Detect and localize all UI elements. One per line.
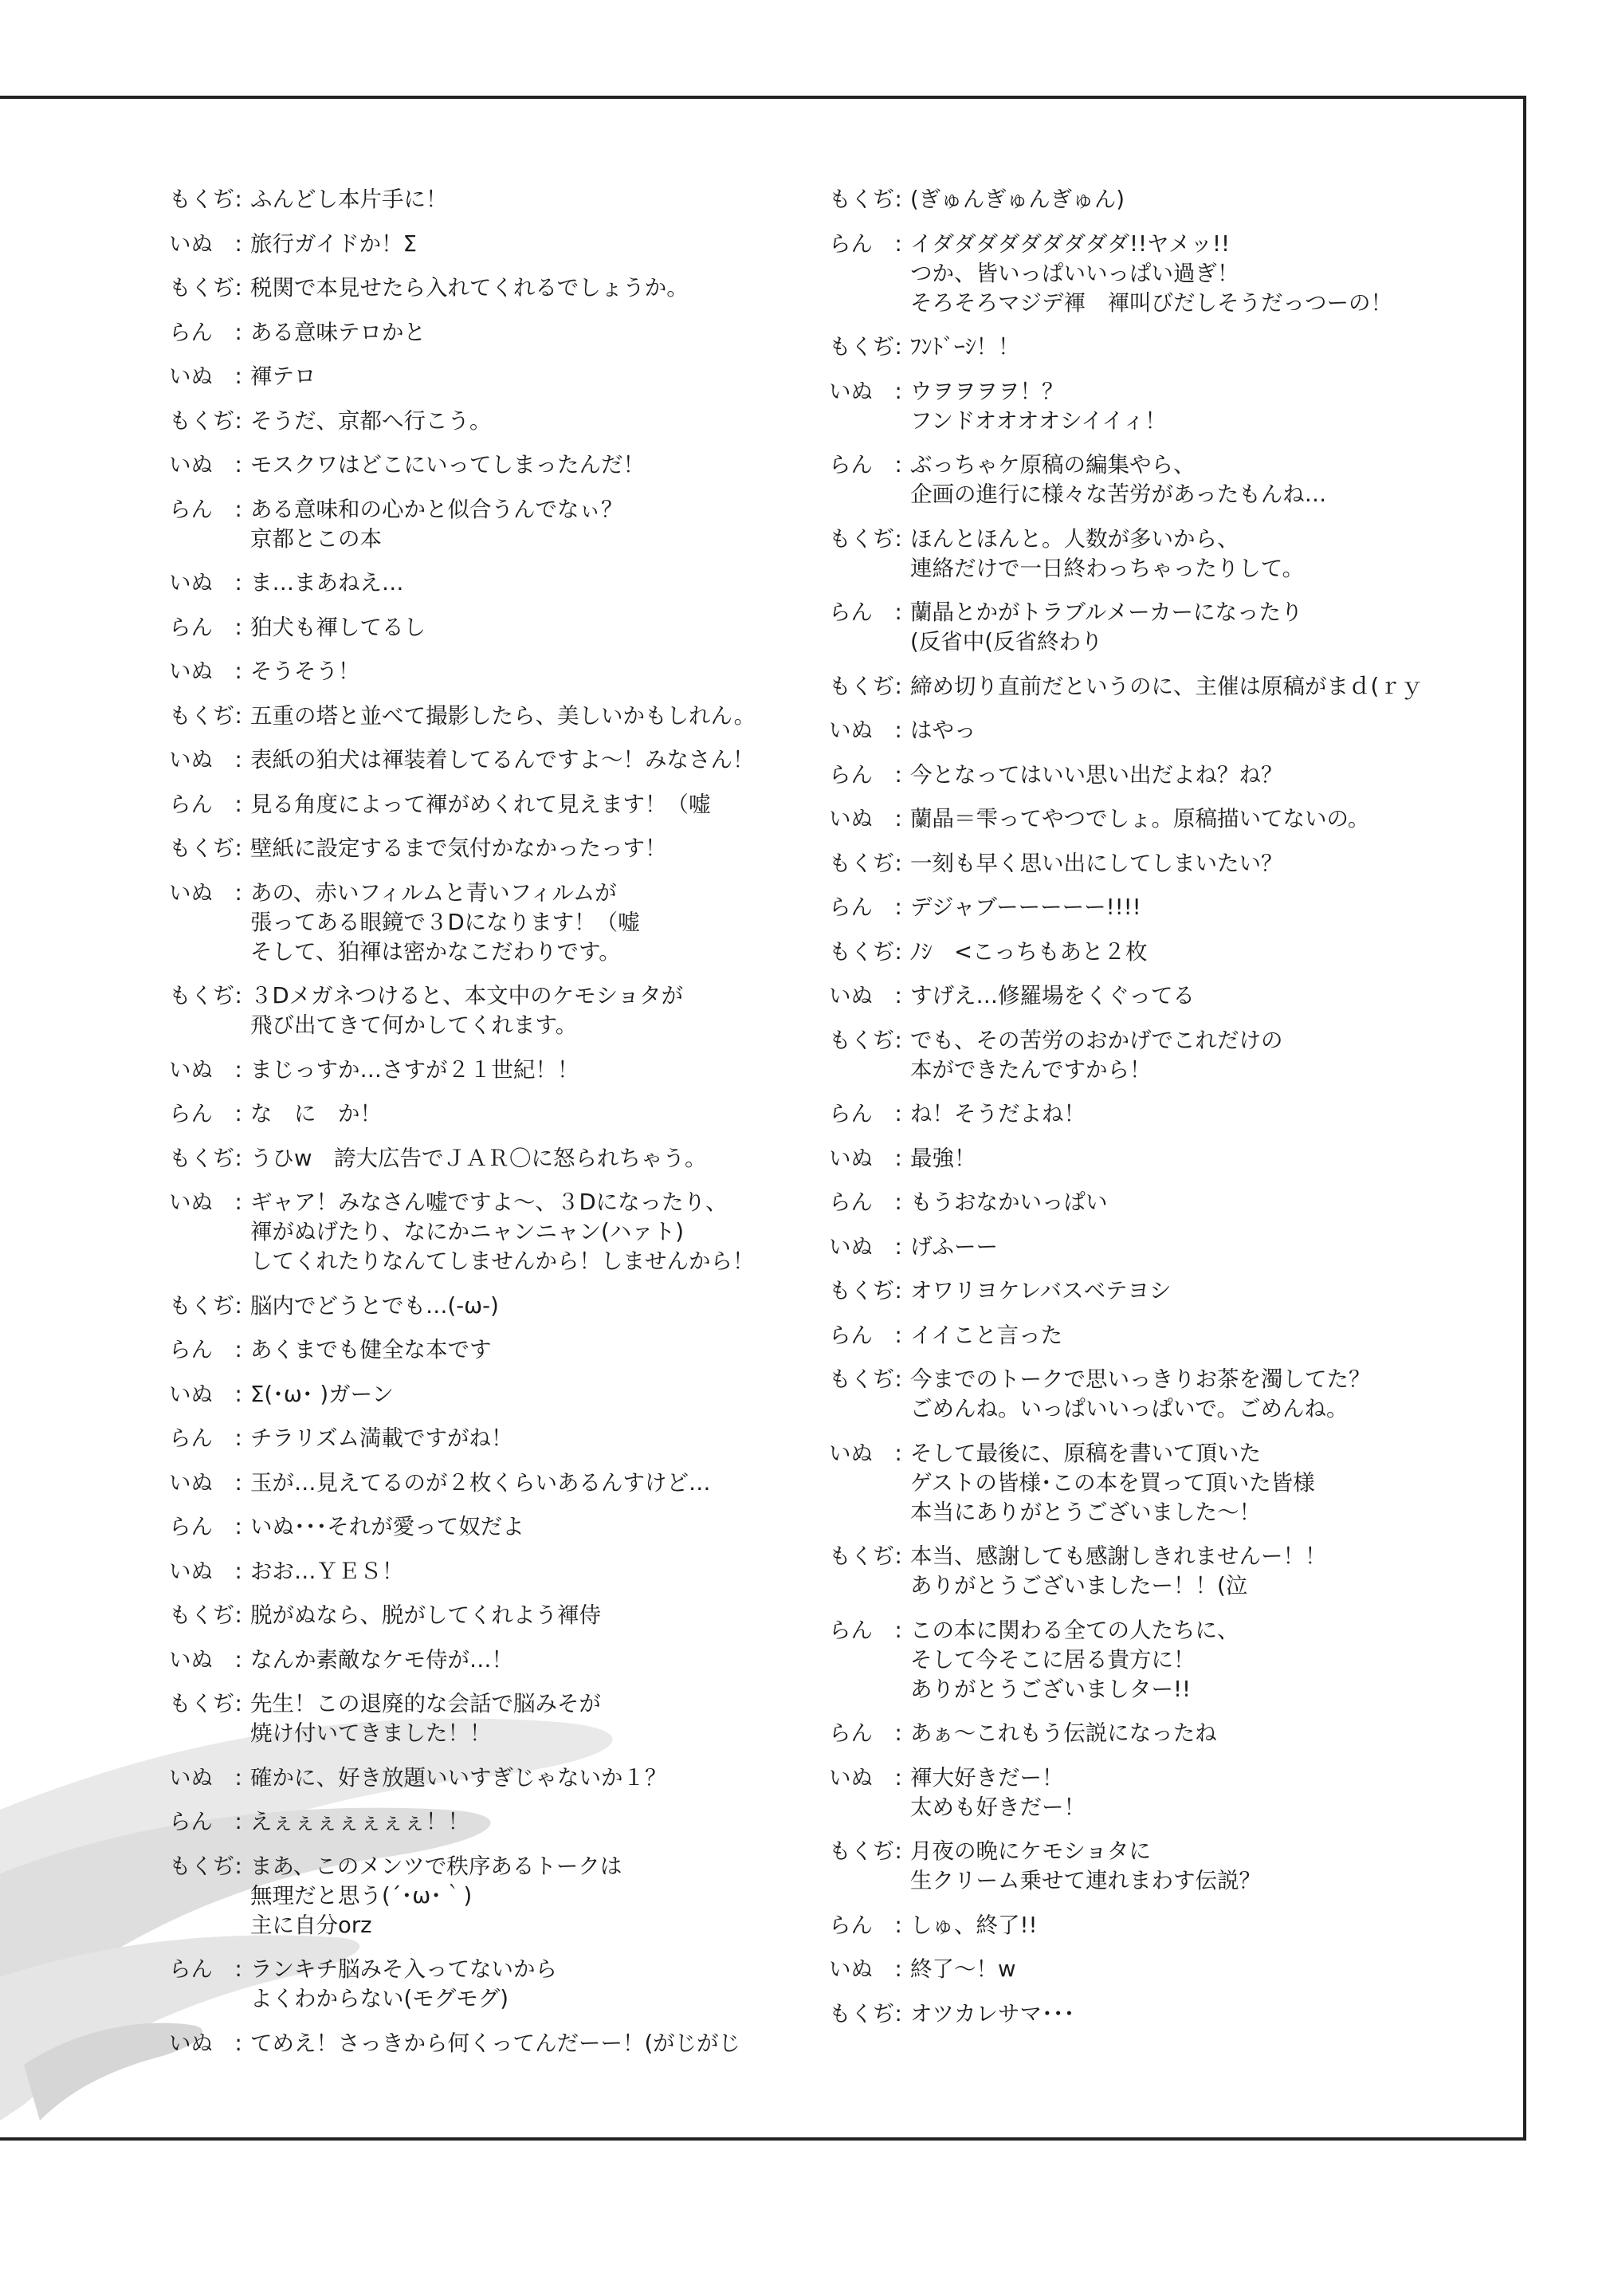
dialogue-line [169, 657, 831, 686]
speaker-name: もくぢ: [169, 187, 242, 212]
dialogue-line [169, 702, 831, 731]
dialogue-text: 終了～！w [910, 1956, 1016, 1982]
dialogue-line [829, 1144, 1490, 1174]
dialogue-text: そうそう！ [250, 659, 360, 684]
dialogue-line [169, 1335, 831, 1365]
speaker-name: もくぢ: [829, 1366, 902, 1392]
dialogue-line [829, 1955, 1490, 1984]
dialogue-line [169, 1188, 831, 1276]
speaker-name: らん : [169, 1101, 242, 1126]
speaker-name: もくぢ: [169, 1853, 242, 1879]
dialogue-text: あの、赤いフィルムと青いフィルムが 張ってある眼鏡で３Dになります！（嘘 そして、狛褌は密かなこだわりです。 [250, 879, 640, 965]
dialogue-text: 五重の塔と並べて撮影したら、美しいかもしれん。 [250, 702, 756, 729]
dialogue-line [169, 981, 831, 1040]
speaker-name: もくぢ: [169, 407, 242, 434]
speaker-name: もくぢ: [169, 702, 242, 729]
dialogue-text: (ぎゅんぎゅんぎゅん) [910, 187, 1125, 212]
dialogue-text: まじっすか…さすが２１世紀！！ [250, 1056, 579, 1083]
speaker-name: もくぢ: [169, 275, 242, 301]
dialogue-line [829, 332, 1490, 362]
dialogue-text: デジャブーーーーー!!!! [910, 894, 1141, 920]
dialogue-line [829, 1276, 1490, 1306]
dialogue-line [169, 613, 831, 643]
dialogue-line [829, 1616, 1490, 1704]
dialogue-line [829, 1763, 1490, 1822]
speaker-name: もくぢ: [829, 850, 902, 876]
dialogue-line [829, 1439, 1490, 1527]
dialogue-text: 税関で本見せたら入れてくれるでしょうか。 [250, 275, 689, 301]
dialogue-text: ま…まあねえ… [250, 570, 404, 596]
dialogue-line [169, 362, 831, 391]
dialogue-line [169, 1852, 831, 1940]
dialogue-line [829, 230, 1490, 318]
dialogue-text: ある意味テロかと [250, 319, 426, 345]
dialogue-line [169, 1099, 831, 1129]
speaker-name: もくぢ: [829, 1027, 902, 1053]
dialogue-line [829, 893, 1490, 922]
speaker-name: いぬ : [169, 1189, 242, 1215]
dialogue-line [169, 834, 831, 863]
dialogue-line [169, 568, 831, 598]
dialogue-line [829, 1999, 1490, 2029]
dialogue-text: チラリズム満載ですがね！ [250, 1425, 513, 1451]
dialogue-line [829, 1233, 1490, 1262]
left-dialogue-column [169, 185, 831, 2073]
dialogue-line [829, 1542, 1490, 1601]
dialogue-line [169, 1955, 831, 2014]
dialogue-text: ぶっちゃケ原稿の編集やら、 企画の進行に様々な苦労があったもんね… [910, 452, 1327, 507]
dialogue-text: そして最後に、原稿を書いて頂いた ゲストの皆様･この本を買って頂いた皆様 本当にありがとうございました～！ [910, 1440, 1315, 1525]
speaker-name: らん : [169, 1956, 242, 1982]
speaker-name: もくぢ: [169, 1145, 242, 1171]
speaker-name: いぬ : [169, 1381, 242, 1407]
dialogue-line [169, 407, 831, 436]
dialogue-line [829, 450, 1490, 509]
speaker-name: いぬ : [829, 1764, 902, 1791]
dialogue-line [169, 1601, 831, 1630]
dialogue-text: すげえ…修羅場をくぐってる [910, 983, 1195, 1008]
speaker-name: いぬ : [829, 806, 902, 832]
speaker-name: いぬ : [169, 747, 242, 773]
speaker-name: いぬ : [169, 1469, 242, 1496]
speaker-name: らん : [829, 230, 902, 257]
speaker-name: もくぢ: [169, 835, 242, 861]
dialogue-line [169, 1056, 831, 1085]
dialogue-text: 見る角度によって褌がめくれて見えます！（嘘 [250, 791, 711, 817]
speaker-name: いぬ : [829, 983, 902, 1008]
dialogue-text: 先生！この退廃的な会話で脳みそが 焼け付いてきました！！ [250, 1691, 601, 1746]
dialogue-text: 脳内でどうとでも…(-ω-) [250, 1292, 499, 1319]
dialogue-text: 今までのトークで思いっきりお茶を濁してた？ ごめんね。いっぱいいっぱいで。ごめんね。 [910, 1366, 1371, 1421]
dialogue-text: ウヲヲヲヲ！？ フンドオオオオシイイィ！ [910, 378, 1167, 434]
dialogue-text: てめえ！さっきから何くってんだーー！(がじがじ [250, 2030, 741, 2056]
dialogue-text: モスクワはどこにいってしまったんだ！ [250, 452, 645, 478]
dialogue-text: 蘭晶＝雫ってやつでしょ。原稿描いてないの。 [910, 806, 1370, 832]
speaker-name: もくぢ: [829, 673, 902, 699]
dialogue-line [169, 1557, 831, 1586]
speaker-name: いぬ : [169, 659, 242, 684]
dialogue-line [829, 938, 1490, 967]
speaker-name: いぬ : [829, 1145, 902, 1171]
dialogue-text: イイこと言った [910, 1322, 1063, 1348]
dialogue-line [169, 1807, 831, 1837]
dialogue-text: オワリヨケレバスベテヨシ [910, 1278, 1172, 1303]
dialogue-line [829, 716, 1490, 745]
dialogue-text: うひw 誇大広告でＪＡＲ〇に怒られちゃう。 [250, 1145, 707, 1171]
dialogue-text: ３Dメガネつけると、本文中のケモショタが 飛び出てきて何かしてくれます。 [250, 983, 684, 1038]
dialogue-text: はやっ [910, 718, 976, 743]
speaker-name: もくぢ: [829, 938, 902, 965]
speaker-name: もくぢ: [169, 1602, 242, 1628]
dialogue-text: オツカレサマ･･･ [910, 2000, 1075, 2027]
speaker-name: もくぢ: [829, 2000, 902, 2027]
speaker-name: らん : [829, 600, 902, 625]
dialogue-text: 脱がぬなら、脱がしてくれよう褌侍 [250, 1602, 601, 1628]
speaker-name: いぬ : [169, 1056, 242, 1083]
speaker-name: もくぢ: [829, 334, 902, 360]
speaker-name: もくぢ: [829, 525, 902, 552]
dialogue-text: 月夜の晩にケモショタに 生クリーム乗せて連れまわす伝説？ [910, 1838, 1261, 1893]
dialogue-text: もうおなかいっぱい [910, 1189, 1108, 1215]
dialogue-line [829, 1911, 1490, 1940]
dialogue-line [169, 790, 831, 820]
speaker-name: いぬ : [169, 1646, 242, 1673]
speaker-name: らん : [829, 1189, 902, 1215]
speaker-name: もくぢ: [169, 1691, 242, 1716]
dialogue-line [169, 1292, 831, 1321]
speaker-name: らん : [829, 894, 902, 920]
dialogue-text: 今となってはいい思い出だよね？ね？ [910, 761, 1283, 788]
speaker-name: らん : [829, 1912, 902, 1938]
dialogue-text: ある意味和の心かと似合うんでなぃ？ 京都とこの本 [250, 496, 623, 552]
dialogue-text: ふんどし本片手に！ [250, 187, 448, 212]
speaker-name: もくぢ: [169, 983, 242, 1008]
speaker-name: らん : [169, 1425, 242, 1451]
speaker-name: らん : [169, 319, 242, 345]
dialogue-text: 蘭晶とかがトラブルメーカーになったり (反省中(反省終わり [910, 600, 1303, 655]
dialogue-line [829, 849, 1490, 879]
dialogue-line [829, 1099, 1490, 1129]
speaker-name: いぬ : [829, 718, 902, 743]
dialogue-line [169, 230, 831, 259]
speaker-name: らん : [829, 1617, 902, 1643]
speaker-name: らん : [169, 1514, 242, 1539]
speaker-name: いぬ : [169, 364, 242, 389]
dialogue-line [829, 1365, 1490, 1424]
dialogue-line [169, 450, 831, 480]
dialogue-line [169, 1380, 831, 1409]
dialogue-text: えぇぇぇぇぇぇぇ！！ [250, 1809, 469, 1834]
dialogue-text: この本に関わる全ての人たちに、 そして今そこに居る貴方に！ ありがとうございましター!! [910, 1617, 1239, 1702]
dialogue-text: 壁紙に設定するまで気付かなかったっす！ [250, 835, 667, 861]
dialogue-text: ね！そうだよね！ [910, 1101, 1086, 1126]
dialogue-line [169, 1763, 831, 1793]
dialogue-line [829, 598, 1490, 657]
dialogue-line [829, 1026, 1490, 1085]
dialogue-text: 一刻も早く思い出にしてしまいたい？ [910, 850, 1283, 876]
dialogue-text: あくまでも健全な本です [250, 1337, 492, 1362]
dialogue-text: げふーー [910, 1233, 998, 1260]
dialogue-text: 確かに、好き放題いいすぎじゃないか１？ [250, 1764, 667, 1791]
dialogue-line [829, 377, 1490, 436]
dialogue-text: 締め切り直前だというのに、主催は原稿がまｄ(ｒｙ [910, 673, 1423, 699]
speaker-name: いぬ : [169, 452, 242, 478]
dialogue-line [169, 1645, 831, 1675]
dialogue-line [829, 1719, 1490, 1748]
dialogue-text: ﾉｼ <こっちもあと２枚 [910, 938, 1148, 965]
dialogue-line [169, 1689, 831, 1748]
dialogue-text: イダダダダダダダダダ!!ヤメッ!! つか、皆いっぱいいっぱい過ぎ！ そろそろマジデ褌 褌叫びだしそうだっつーの！ [910, 230, 1392, 316]
dialogue-line [169, 879, 831, 967]
dialogue-text: ﾌﾝﾄﾞｰｼ！！ [910, 334, 1020, 360]
dialogue-text: いぬ･･･それが愛って奴だよ [250, 1514, 524, 1539]
dialogue-line [829, 525, 1490, 584]
speaker-name: いぬ : [169, 1764, 242, 1791]
speaker-name: らん : [829, 1101, 902, 1126]
dialogue-line [169, 185, 831, 214]
dialogue-text: なんか素敵なケモ侍が…！ [250, 1646, 513, 1673]
dialogue-text: 褌テロ [250, 364, 316, 389]
dialogue-line [829, 672, 1490, 702]
dialogue-text: 褌大好きだー！ 太めも好きだー！ [910, 1764, 1086, 1820]
dialogue-text: な に か！ [250, 1101, 382, 1126]
speaker-name: もくぢ: [829, 1543, 902, 1569]
dialogue-line [169, 1424, 831, 1453]
dialogue-line [829, 1321, 1490, 1350]
speaker-name: いぬ : [169, 570, 242, 596]
speaker-name: もくぢ: [169, 1292, 242, 1319]
dialogue-line [829, 1837, 1490, 1896]
dialogue-text: ほんとほんと。人数が多いから、 連絡だけで一日終わっちゃったりして。 [910, 525, 1305, 581]
speaker-name: らん : [829, 761, 902, 788]
speaker-name: もくぢ: [829, 1838, 902, 1864]
dialogue-line [829, 804, 1490, 834]
speaker-name: もくぢ: [829, 1278, 902, 1303]
speaker-name: らん : [169, 496, 242, 522]
right-dialogue-column [829, 185, 1490, 2043]
dialogue-line [169, 495, 831, 554]
speaker-name: いぬ : [829, 1956, 902, 1982]
dialogue-text: でも、その苦労のおかげでこれだけの 本ができたんですから！ [910, 1027, 1283, 1083]
dialogue-line [829, 185, 1490, 214]
dialogue-text: 狛犬も褌してるし [250, 614, 426, 640]
dialogue-text: ギャア！みなさん嘘ですよ～、３Dになったり、 褌がぬげたり、なにかニャンニャン(ハァト) してくれたりなんてしませんから！しませんから！ [250, 1189, 755, 1274]
dialogue-text: そうだ、京都へ行こう。 [250, 407, 492, 434]
dialogue-text: まあ、このメンツで秩序あるトークは 無理だと思う(´･ω･｀) 主に自分orz [250, 1853, 622, 1938]
speaker-name: らん : [829, 1720, 902, 1746]
dialogue-line [169, 273, 831, 303]
dialogue-text: 玉が…見えてるのが２枚くらいあるんすけど… [250, 1469, 711, 1496]
dialogue-text: しゅ、終了!! [910, 1912, 1038, 1938]
dialogue-line [169, 1144, 831, 1174]
dialogue-line [829, 761, 1490, 790]
speaker-name: らん : [829, 452, 902, 478]
dialogue-text: ランキチ脳みそ入ってないから よくわからない(モグモグ) [250, 1956, 557, 2011]
dialogue-text: 表紙の狛犬は褌装着してるんですよ～！みなさん！ [250, 747, 755, 773]
dialogue-line [169, 745, 831, 775]
dialogue-text: 最強！ [910, 1145, 976, 1171]
dialogue-line [169, 1468, 831, 1498]
speaker-name: いぬ : [829, 1440, 902, 1466]
speaker-name: いぬ : [169, 2030, 242, 2056]
speaker-name: いぬ : [169, 230, 242, 257]
speaker-name: いぬ : [169, 879, 242, 906]
speaker-name: いぬ : [169, 1558, 242, 1584]
dialogue-line [169, 318, 831, 348]
speaker-name: らん : [169, 1809, 242, 1834]
dialogue-line [829, 981, 1490, 1011]
speaker-name: らん : [169, 614, 242, 640]
dialogue-text: おお…ＹＥＳ！ [250, 1558, 404, 1584]
speaker-name: らん : [169, 791, 242, 817]
dialogue-text: Σ(･ω･ )ガーン [250, 1381, 395, 1407]
dialogue-line [829, 1188, 1490, 1217]
dialogue-line [169, 2029, 831, 2058]
dialogue-text: 本当、感謝しても感謝しきれませんー！！ ありがとうございましたー！！(泣 [910, 1543, 1327, 1598]
dialogue-line [169, 1512, 831, 1542]
speaker-name: いぬ : [829, 378, 902, 404]
speaker-name: らん : [169, 1337, 242, 1362]
dialogue-text: あぁ～これもう伝説になったね [910, 1720, 1217, 1746]
speaker-name: いぬ : [829, 1233, 902, 1260]
speaker-name: もくぢ: [829, 187, 902, 212]
speaker-name: らん : [829, 1322, 902, 1348]
dialogue-text: 旅行ガイドか！Σ [250, 230, 418, 257]
